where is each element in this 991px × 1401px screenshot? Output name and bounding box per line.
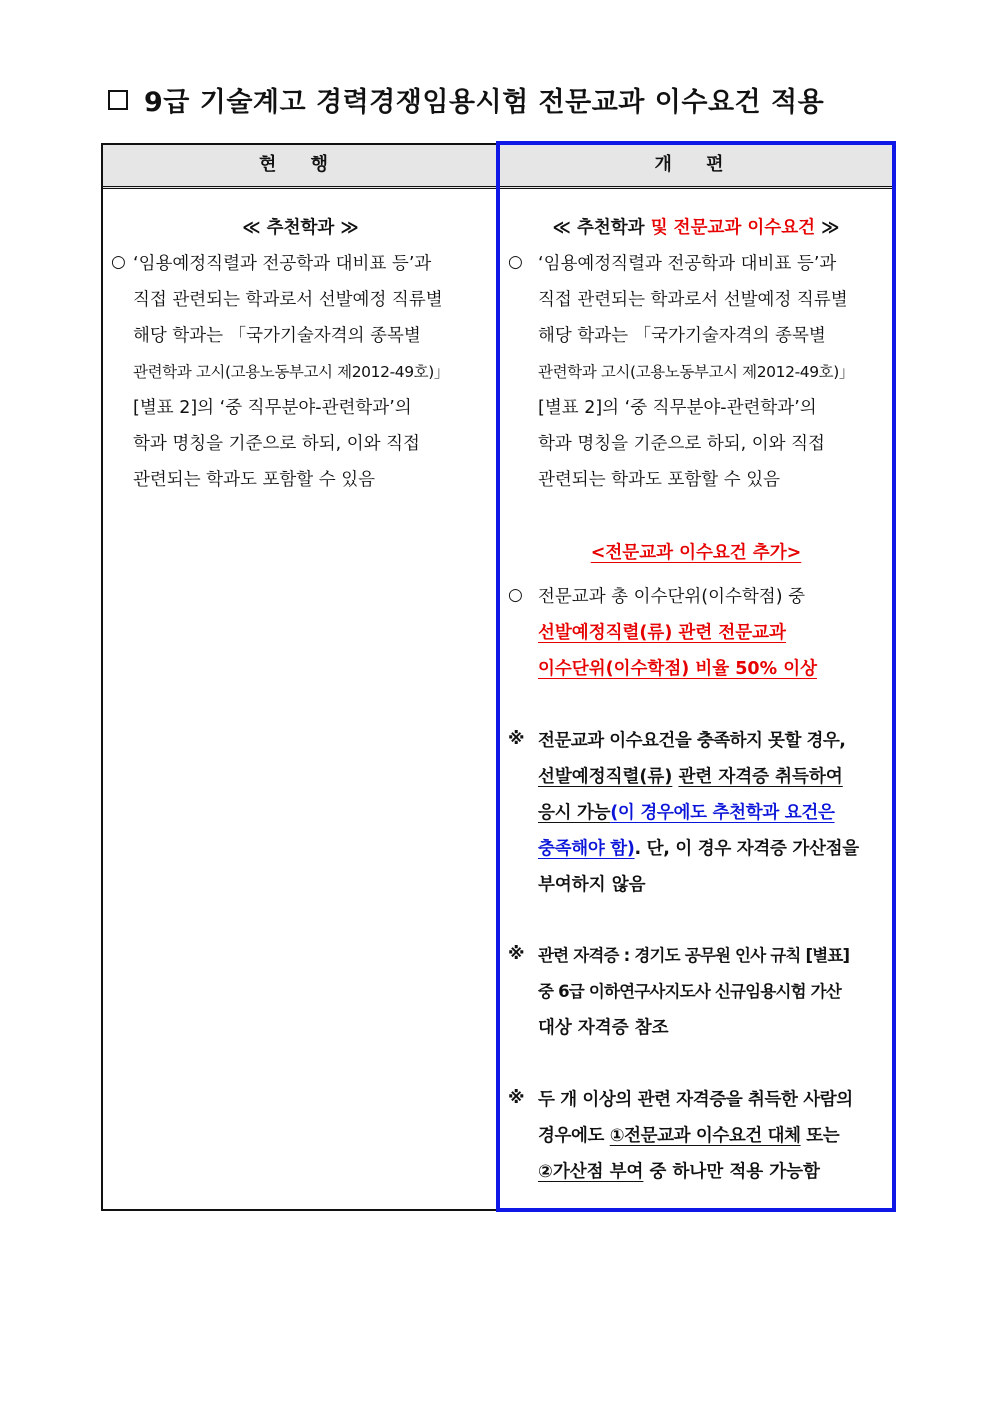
revised-line-6: 학과 명칭을 기준으로 하되, 이와 직접 xyxy=(538,434,825,454)
current-line-6: 학과 명칭을 기준으로 하되, 이와 직접 xyxy=(133,434,420,454)
revised-line-2: 직접 관련되는 학과로서 선발예정 직류별 xyxy=(538,290,848,310)
note1-line-2: 선발예정직렬(류) 관련 자격증 취득하여 xyxy=(538,767,843,787)
note3-line-1: 두 개 이상의 관련 자격증을 취득한 사람의 xyxy=(538,1090,853,1110)
current-line-2: 직접 관련되는 학과로서 선발예정 직류별 xyxy=(133,290,443,310)
revised-line-3: 해당 학과는 「국가기술자격의 종목별 xyxy=(538,326,826,346)
note1-line-4: 충족해야 함). 단, 이 경우 자격증 가산점을 xyxy=(538,839,859,859)
note3-line-2: 경우에도 ①전문교과 이수요건 대체 또는 xyxy=(538,1126,840,1146)
revised-line-4: 관련학과 고시(고용노동부고시 제2012-49호)」 xyxy=(538,363,855,381)
circle-bullet-icon: ○ xyxy=(508,252,523,272)
page-title-text: 9급 기술계고 경력경쟁임용시험 전문교과 이수요건 적용 xyxy=(144,87,825,118)
requirement-line-1: 전문교과 총 이수단위(이수학점) 중 xyxy=(538,587,806,607)
checkbox-square-icon xyxy=(108,90,128,110)
current-line-1: ‘임용예정직렬과 전공학과 대비표 등’과 xyxy=(133,254,432,274)
note2-line-1: 관련 자격증 : 경기도 공무원 인사 규칙 [별표] xyxy=(538,946,850,965)
current-line-4: 관련학과 고시(고용노동부고시 제2012-49호)」 xyxy=(133,363,450,381)
reference-mark-icon: ※ xyxy=(508,944,525,964)
header-current: 현 행 xyxy=(258,154,343,175)
note1-line-5: 부여하지 않음 xyxy=(538,875,646,895)
current-column xyxy=(103,145,498,1209)
note2-line-2: 중 6급 이하연구사지도사 신규임용시험 가산 xyxy=(538,982,841,1001)
page-title xyxy=(108,80,824,119)
note1-line-3: 응시 가능(이 경우에도 추천학과 요건은 xyxy=(538,803,835,823)
requirement-line-3: 이수단위(이수학점) 비율 50% 이상 xyxy=(538,659,818,679)
reference-mark-icon: ※ xyxy=(508,1088,525,1108)
note3-line-3: ②가산점 부여 중 하나만 적용 가능함 xyxy=(538,1162,820,1182)
circle-bullet-icon: ○ xyxy=(111,252,126,272)
header-revised: 개 편 xyxy=(654,154,738,175)
revised-line-7: 관련되는 학과도 포함할 수 있음 xyxy=(538,470,781,490)
reference-mark-icon: ※ xyxy=(508,729,525,749)
requirement-line-2: 선발예정직렬(류) 관련 전문교과 xyxy=(538,623,786,643)
current-subtitle: ≪ 추천학과 ≫ xyxy=(242,218,359,238)
revised-line-1: ‘임용예정직렬과 전공학과 대비표 등’과 xyxy=(538,254,837,274)
note1-line-1: 전문교과 이수요건을 충족하지 못할 경우, xyxy=(538,731,846,751)
revised-line-5: [별표 2]의 ‘중 직무분야-관련학과’의 xyxy=(538,398,817,418)
added-requirement-heading: <전문교과 이수요건 추가> xyxy=(590,543,802,563)
current-line-3: 해당 학과는 「국가기술자격의 종목별 xyxy=(133,326,421,346)
current-line-5: [별표 2]의 ‘중 직무분야-관련학과’의 xyxy=(133,398,412,418)
revised-column xyxy=(500,145,892,1209)
circle-bullet-icon: ○ xyxy=(508,585,523,605)
revised-subtitle: ≪ 추천학과 및 전문교과 이수요건 ≫ xyxy=(552,218,840,238)
note2-line-3: 대상 자격증 참조 xyxy=(538,1018,669,1038)
comparison-table xyxy=(101,143,894,1211)
current-line-7: 관련되는 학과도 포함할 수 있음 xyxy=(133,470,376,490)
